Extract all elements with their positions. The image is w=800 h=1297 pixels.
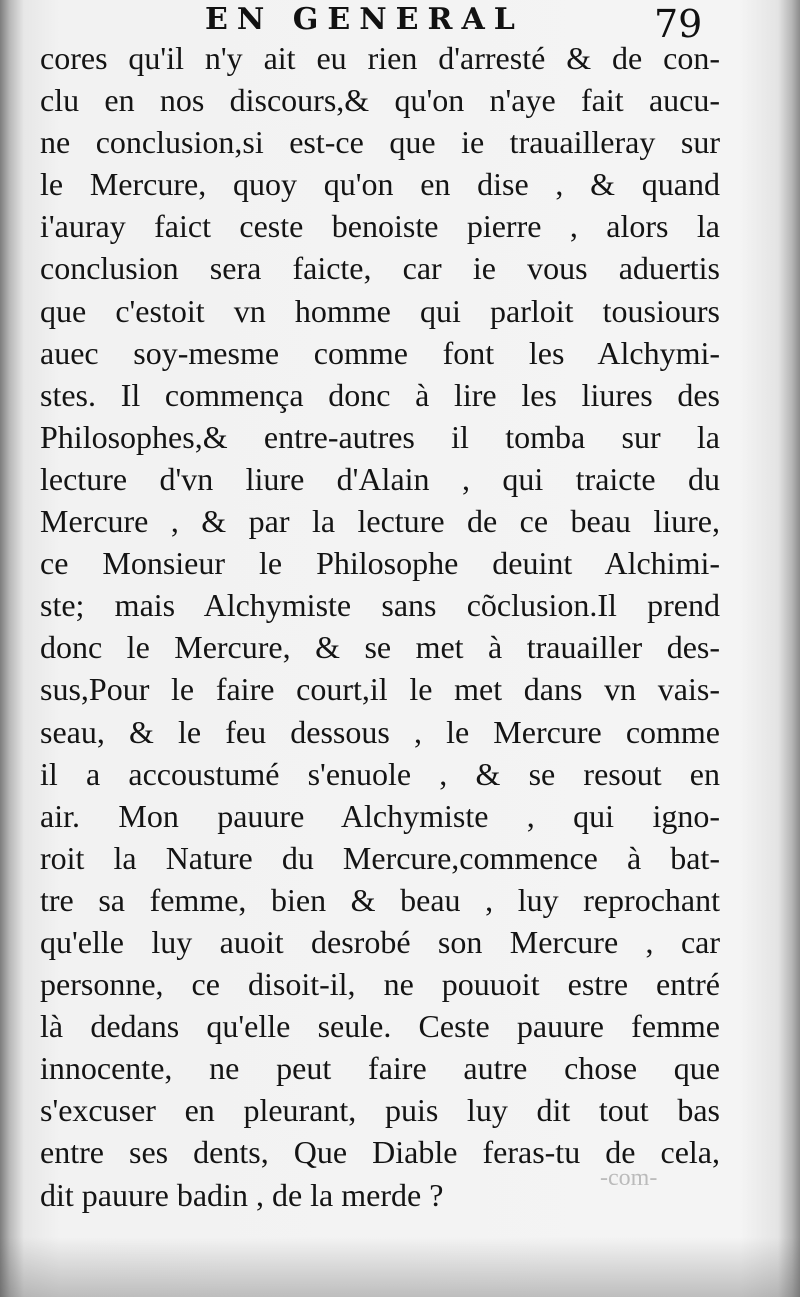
bleed-through-text: -com-: [600, 1165, 658, 1191]
text-line: seau, & le feu dessous , le Mercure comme: [40, 713, 720, 750]
text-line: stes. Il commença donc à lire les liures des: [40, 376, 720, 413]
text-line: conclusion sera faicte, car ie vous aduertis: [40, 250, 720, 287]
text-line: roit la Nature du Mercure,commence à bat-: [40, 839, 720, 876]
text-line: cores qu'il n'y ait eu rien d'arresté & de con-: [40, 40, 720, 76]
body-text: [40, 37, 720, 1216]
text-line: ste; mais Alchymiste sans cõclusion.Il prend: [40, 587, 720, 624]
page-number: 79: [654, 2, 703, 46]
text-line: ne conclusion,si est-ce que ie trauailleray sur: [40, 124, 720, 161]
running-head: EN GENERAL: [205, 2, 524, 37]
text-line: s'excuser en pleurant, puis luy dit tout bas: [40, 1092, 720, 1129]
text-line: auec soy-mesme comme font les Alchymi-: [40, 334, 720, 371]
text-line: Mercure , & par la lecture de ce beau liure,: [40, 503, 720, 540]
text-line: sus,Pour le faire court,il le met dans vn vais-: [40, 671, 720, 708]
text-line: air. Mon pauure Alchymiste , qui igno-: [40, 797, 720, 834]
text-line: il a accoustumé s'enuole , & se resout en: [40, 755, 720, 792]
text-line: innocente, ne peut faire autre chose que: [40, 1050, 720, 1087]
text-line: personne, ce disoit-il, ne pouuoit estre entré: [40, 966, 720, 1003]
text-line: qu'elle luy auoit desrobé son Mercure , car: [40, 923, 720, 960]
text-line: tre sa femme, bien & beau , luy reprochant: [40, 881, 720, 918]
text-line: i'auray faict ceste benoiste pierre , alors la: [40, 208, 720, 245]
text-line: le Mercure, quoy qu'on en dise , & quand: [40, 166, 720, 203]
text-line: dit pauure badin , de la merde ?: [40, 1176, 444, 1213]
text-line: là dedans qu'elle seule. Ceste pauure femme: [40, 1008, 720, 1045]
text-line: lecture d'vn liure d'Alain , qui traicte du: [40, 460, 720, 497]
text-line: clu en nos discours,& qu'on n'aye fait aucu-: [40, 82, 720, 119]
text-line: donc le Mercure, & se met à trauailler des-: [40, 629, 720, 666]
text-line: entre ses dents, Que Diable feras-tu de cela,: [40, 1134, 720, 1171]
text-line: que c'estoit vn homme qui parloit tousiours: [40, 292, 720, 329]
text-line: ce Monsieur le Philosophe deuint Alchimi-: [40, 545, 720, 582]
text-line: Philosophes,& entre-autres il tomba sur la: [40, 418, 720, 455]
